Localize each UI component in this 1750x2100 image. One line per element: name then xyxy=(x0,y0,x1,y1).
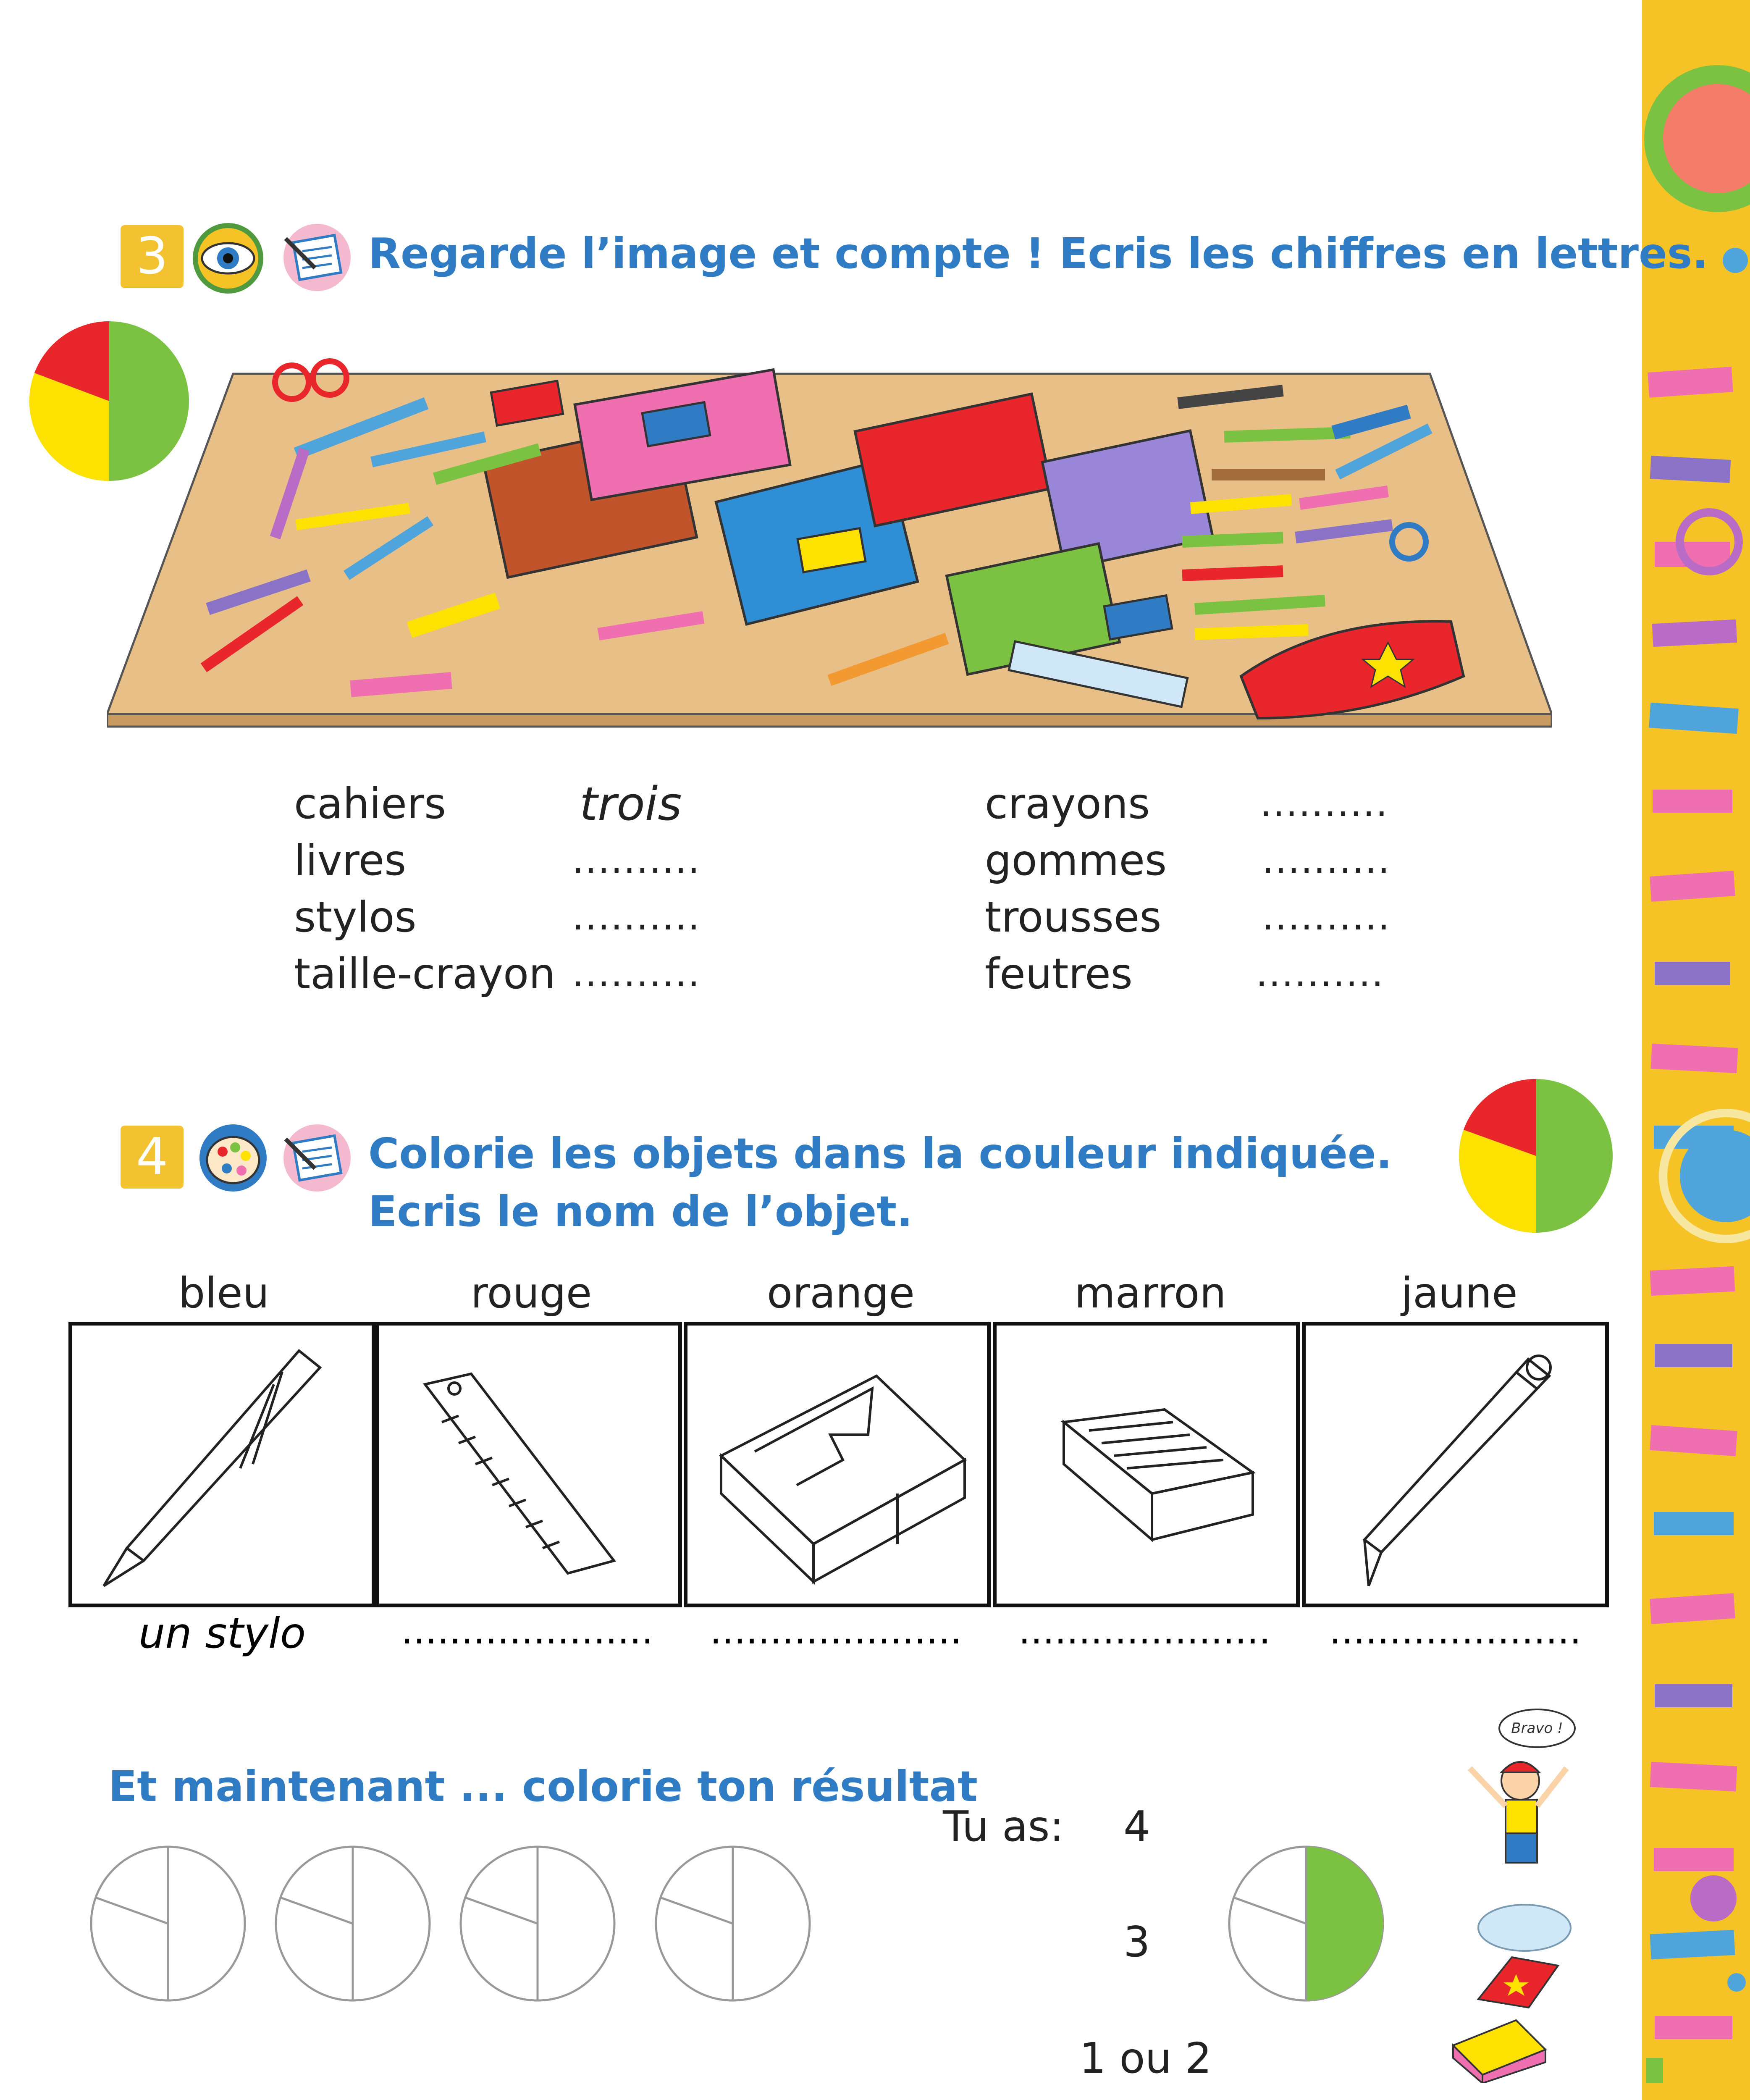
score-4-label: 4 xyxy=(1123,1802,1150,1851)
example-pie-half-green xyxy=(1226,1844,1386,2003)
item-label-trousses: trousses xyxy=(985,892,1162,942)
writing-icon xyxy=(277,222,357,293)
item-label-taille-crayon: taille-crayon xyxy=(294,949,556,998)
coloring-cell-ruler[interactable] xyxy=(375,1322,682,1607)
book-drawing xyxy=(687,1326,987,1604)
item-label-gommes: gommes xyxy=(985,836,1167,885)
exercise-4-number: 4 xyxy=(121,1126,184,1189)
object-answer-1: un stylo xyxy=(139,1609,306,1658)
decorative-sidebar xyxy=(1642,0,1750,2100)
item-label-cahiers: cahiers xyxy=(294,779,446,828)
cloud-hero-illustration xyxy=(1453,1903,1592,2012)
bravo-bubble-text: Bravo ! xyxy=(1511,1720,1563,1737)
answer-blank-gommes[interactable]: .......... xyxy=(1262,838,1391,882)
exercise-4-instruction-line2: Ecris le nom de l’objet. xyxy=(368,1187,913,1236)
ruler-drawing xyxy=(379,1326,678,1604)
coloring-cell-eraser[interactable] xyxy=(993,1322,1300,1607)
palette-icon xyxy=(197,1122,271,1194)
color-label-jaune: jaune xyxy=(1401,1268,1518,1318)
pen-drawing xyxy=(72,1326,372,1604)
coloring-cell-pen[interactable] xyxy=(68,1322,375,1607)
blank-pie-2[interactable] xyxy=(273,1844,433,2003)
score-pie-icon-2 xyxy=(1457,1077,1615,1235)
exercise-3-number: 3 xyxy=(121,225,184,288)
answer-cahiers: trois xyxy=(580,777,682,831)
item-label-crayons: crayons xyxy=(985,779,1150,828)
coloring-cell-pencil[interactable] xyxy=(1302,1322,1609,1607)
eye-icon xyxy=(192,223,268,294)
tu-as-label: Tu as: xyxy=(943,1802,1064,1851)
coloring-cell-book[interactable] xyxy=(684,1322,991,1607)
object-answer-blank-5[interactable]: ..................... xyxy=(1329,1609,1582,1653)
item-label-livres: livres xyxy=(294,836,407,885)
book-small-illustration xyxy=(1445,2012,1550,2083)
exercise-4-instruction-line1: Colorie les objets dans la couleur indiquée. xyxy=(368,1129,1392,1178)
color-label-marron: marron xyxy=(1074,1268,1226,1318)
writing-icon-2 xyxy=(277,1122,357,1194)
answer-blank-crayons[interactable]: .......... xyxy=(1260,781,1389,825)
sidebar-stripes-graphic xyxy=(1642,0,1750,2100)
pencil-drawing xyxy=(1306,1326,1605,1604)
answer-blank-taille-crayon[interactable]: .......... xyxy=(572,951,701,995)
object-answer-blank-2[interactable]: ..................... xyxy=(401,1609,653,1653)
bravo-character-illustration xyxy=(1453,1705,1592,1882)
result-title: Et maintenant ... colorie ton résultat xyxy=(108,1762,978,1811)
answer-blank-trousses[interactable]: .......... xyxy=(1262,895,1391,939)
score-3-label: 3 xyxy=(1123,1917,1150,1966)
desk-illustration xyxy=(107,349,1552,739)
blank-pie-4[interactable] xyxy=(653,1844,813,2003)
answer-blank-stylos[interactable]: .......... xyxy=(572,895,701,939)
object-answer-blank-3[interactable]: ..................... xyxy=(710,1609,962,1653)
item-label-stylos: stylos xyxy=(294,892,417,942)
answer-blank-feutres[interactable]: .......... xyxy=(1256,951,1385,995)
eraser-drawing xyxy=(997,1326,1296,1604)
exercise-3-instruction: Regarde l’image et compte ! Ecris les chiffres en lettres. xyxy=(368,229,1708,278)
color-label-orange: orange xyxy=(767,1268,915,1318)
color-label-rouge: rouge xyxy=(470,1268,592,1318)
blank-pie-1[interactable] xyxy=(88,1844,248,2003)
color-label-bleu: bleu xyxy=(178,1268,270,1318)
item-label-feutres: feutres xyxy=(985,949,1133,998)
score-1-ou-2-label: 1 ou 2 xyxy=(1079,2034,1212,2083)
object-answer-blank-4[interactable]: ..................... xyxy=(1018,1609,1271,1653)
answer-blank-livres[interactable]: .......... xyxy=(572,838,701,882)
blank-pie-3[interactable] xyxy=(458,1844,617,2003)
